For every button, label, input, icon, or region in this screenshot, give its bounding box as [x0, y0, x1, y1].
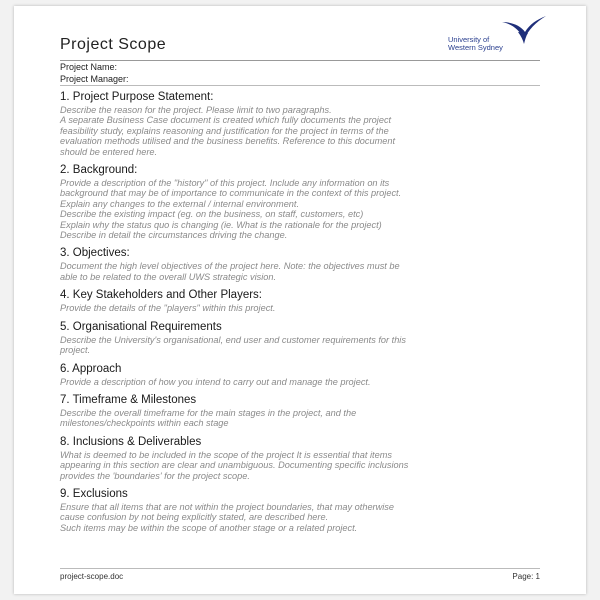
section-heading: 2. Background:	[60, 164, 138, 177]
section	[60, 393, 540, 429]
university-logo	[434, 14, 554, 58]
section	[60, 246, 540, 282]
section-heading: 7. Timeframe & Milestones	[60, 393, 197, 406]
description-line: Explain why the status quo is changing (ie. What is the rationale for the project)	[60, 219, 382, 230]
project-name-label: Project Name:	[60, 62, 118, 72]
description-line: Provide a description of how you intend to carry out and manage the project.	[60, 376, 371, 387]
section	[60, 320, 540, 356]
section-heading: 1. Project Purpose Statement:	[60, 91, 214, 103]
description-line: project.	[60, 345, 91, 356]
section-description	[60, 303, 540, 313]
description-line: Describe the reason for the project. Please limit to two paragraphs.	[60, 105, 332, 115]
section-heading: 8. Inclusions & Deliverables	[60, 435, 202, 448]
footer-page-number: Page: 1	[512, 572, 540, 581]
document-page	[14, 6, 586, 594]
title-divider	[60, 60, 540, 61]
section-description	[60, 178, 540, 240]
description-line: Document the high level objectives of the project here. Note: the objectives must be	[60, 261, 400, 272]
description-line: background that may be of importance to communicate in the context of this project.	[60, 188, 402, 199]
section-description	[60, 335, 540, 356]
section	[60, 163, 540, 240]
description-line: Provide a description of the "history" of this project. Include any information on its	[60, 178, 390, 189]
section-heading: 4. Key Stakeholders and Other Players:	[60, 289, 262, 302]
section	[60, 288, 540, 313]
page-title: Project Scope	[60, 36, 167, 53]
section-heading: 6. Approach	[60, 362, 122, 375]
description-line: What is deemed to be included in the scope of the project It is essential that items	[60, 449, 392, 460]
logo-line-1: University of	[448, 35, 490, 44]
section-heading: 9. Exclusions	[60, 487, 128, 500]
section-description	[60, 408, 540, 429]
description-line: feasibility study, explains reasoning and justification for the project in terms of the	[60, 125, 389, 136]
description-line: appearing in this section are clear and unambiguous. Documenting specific inclusions	[60, 460, 409, 471]
section-heading: 3. Objectives:	[60, 247, 130, 260]
description-line: Provide the details of the "players" within this project.	[60, 303, 276, 314]
section-description	[60, 261, 540, 282]
logo-text	[448, 36, 503, 52]
description-line: Ensure that all items that are not within the project boundaries, that may otherwise	[60, 501, 394, 512]
logo-line-2: Western Sydney	[448, 43, 503, 52]
description-line: Such items may be within the scope of another stage or a related project.	[60, 522, 358, 533]
footer-filename: project-scope.doc	[60, 572, 124, 581]
section-description	[60, 377, 540, 387]
section-description	[60, 502, 540, 533]
sections-container	[60, 90, 540, 539]
description-line: A separate Business Case document is created which fully documents the project	[60, 115, 392, 126]
description-line: Explain any changes to the external / internal environment.	[60, 198, 300, 209]
description-line: able to be related to the overall UWS strategic vision.	[60, 271, 277, 282]
section-description	[60, 105, 540, 157]
description-line: milestones/checkpoints within each stage	[60, 418, 229, 429]
description-line: Describe in detail the circumstances driving the change.	[60, 230, 288, 241]
description-line: evaluation methods utilised and the business benefits. Reference to this document	[60, 136, 396, 147]
project-manager-label: Project Manager:	[60, 74, 129, 84]
section-heading: 5. Organisational Requirements	[60, 320, 222, 333]
footer-divider	[60, 568, 540, 569]
description-line: Describe the overall timeframe for the main stages in the project, and the	[60, 407, 357, 418]
section	[60, 487, 540, 533]
section	[60, 435, 540, 481]
description-line: provides the 'boundaries' for the project scope.	[60, 470, 250, 481]
section-description	[60, 450, 540, 481]
description-line: cause confusion by not being explicitly stated, are described here.	[60, 512, 329, 523]
meta-divider	[60, 85, 540, 86]
description-line: Describe the existing impact (eg. on the business, on staff, customers, etc)	[60, 209, 364, 220]
section	[60, 362, 540, 387]
description-line: should be entered here.	[60, 146, 158, 157]
description-line: Describe the University's organisational, end user and customer requirements for this	[60, 334, 406, 345]
section	[60, 90, 540, 157]
